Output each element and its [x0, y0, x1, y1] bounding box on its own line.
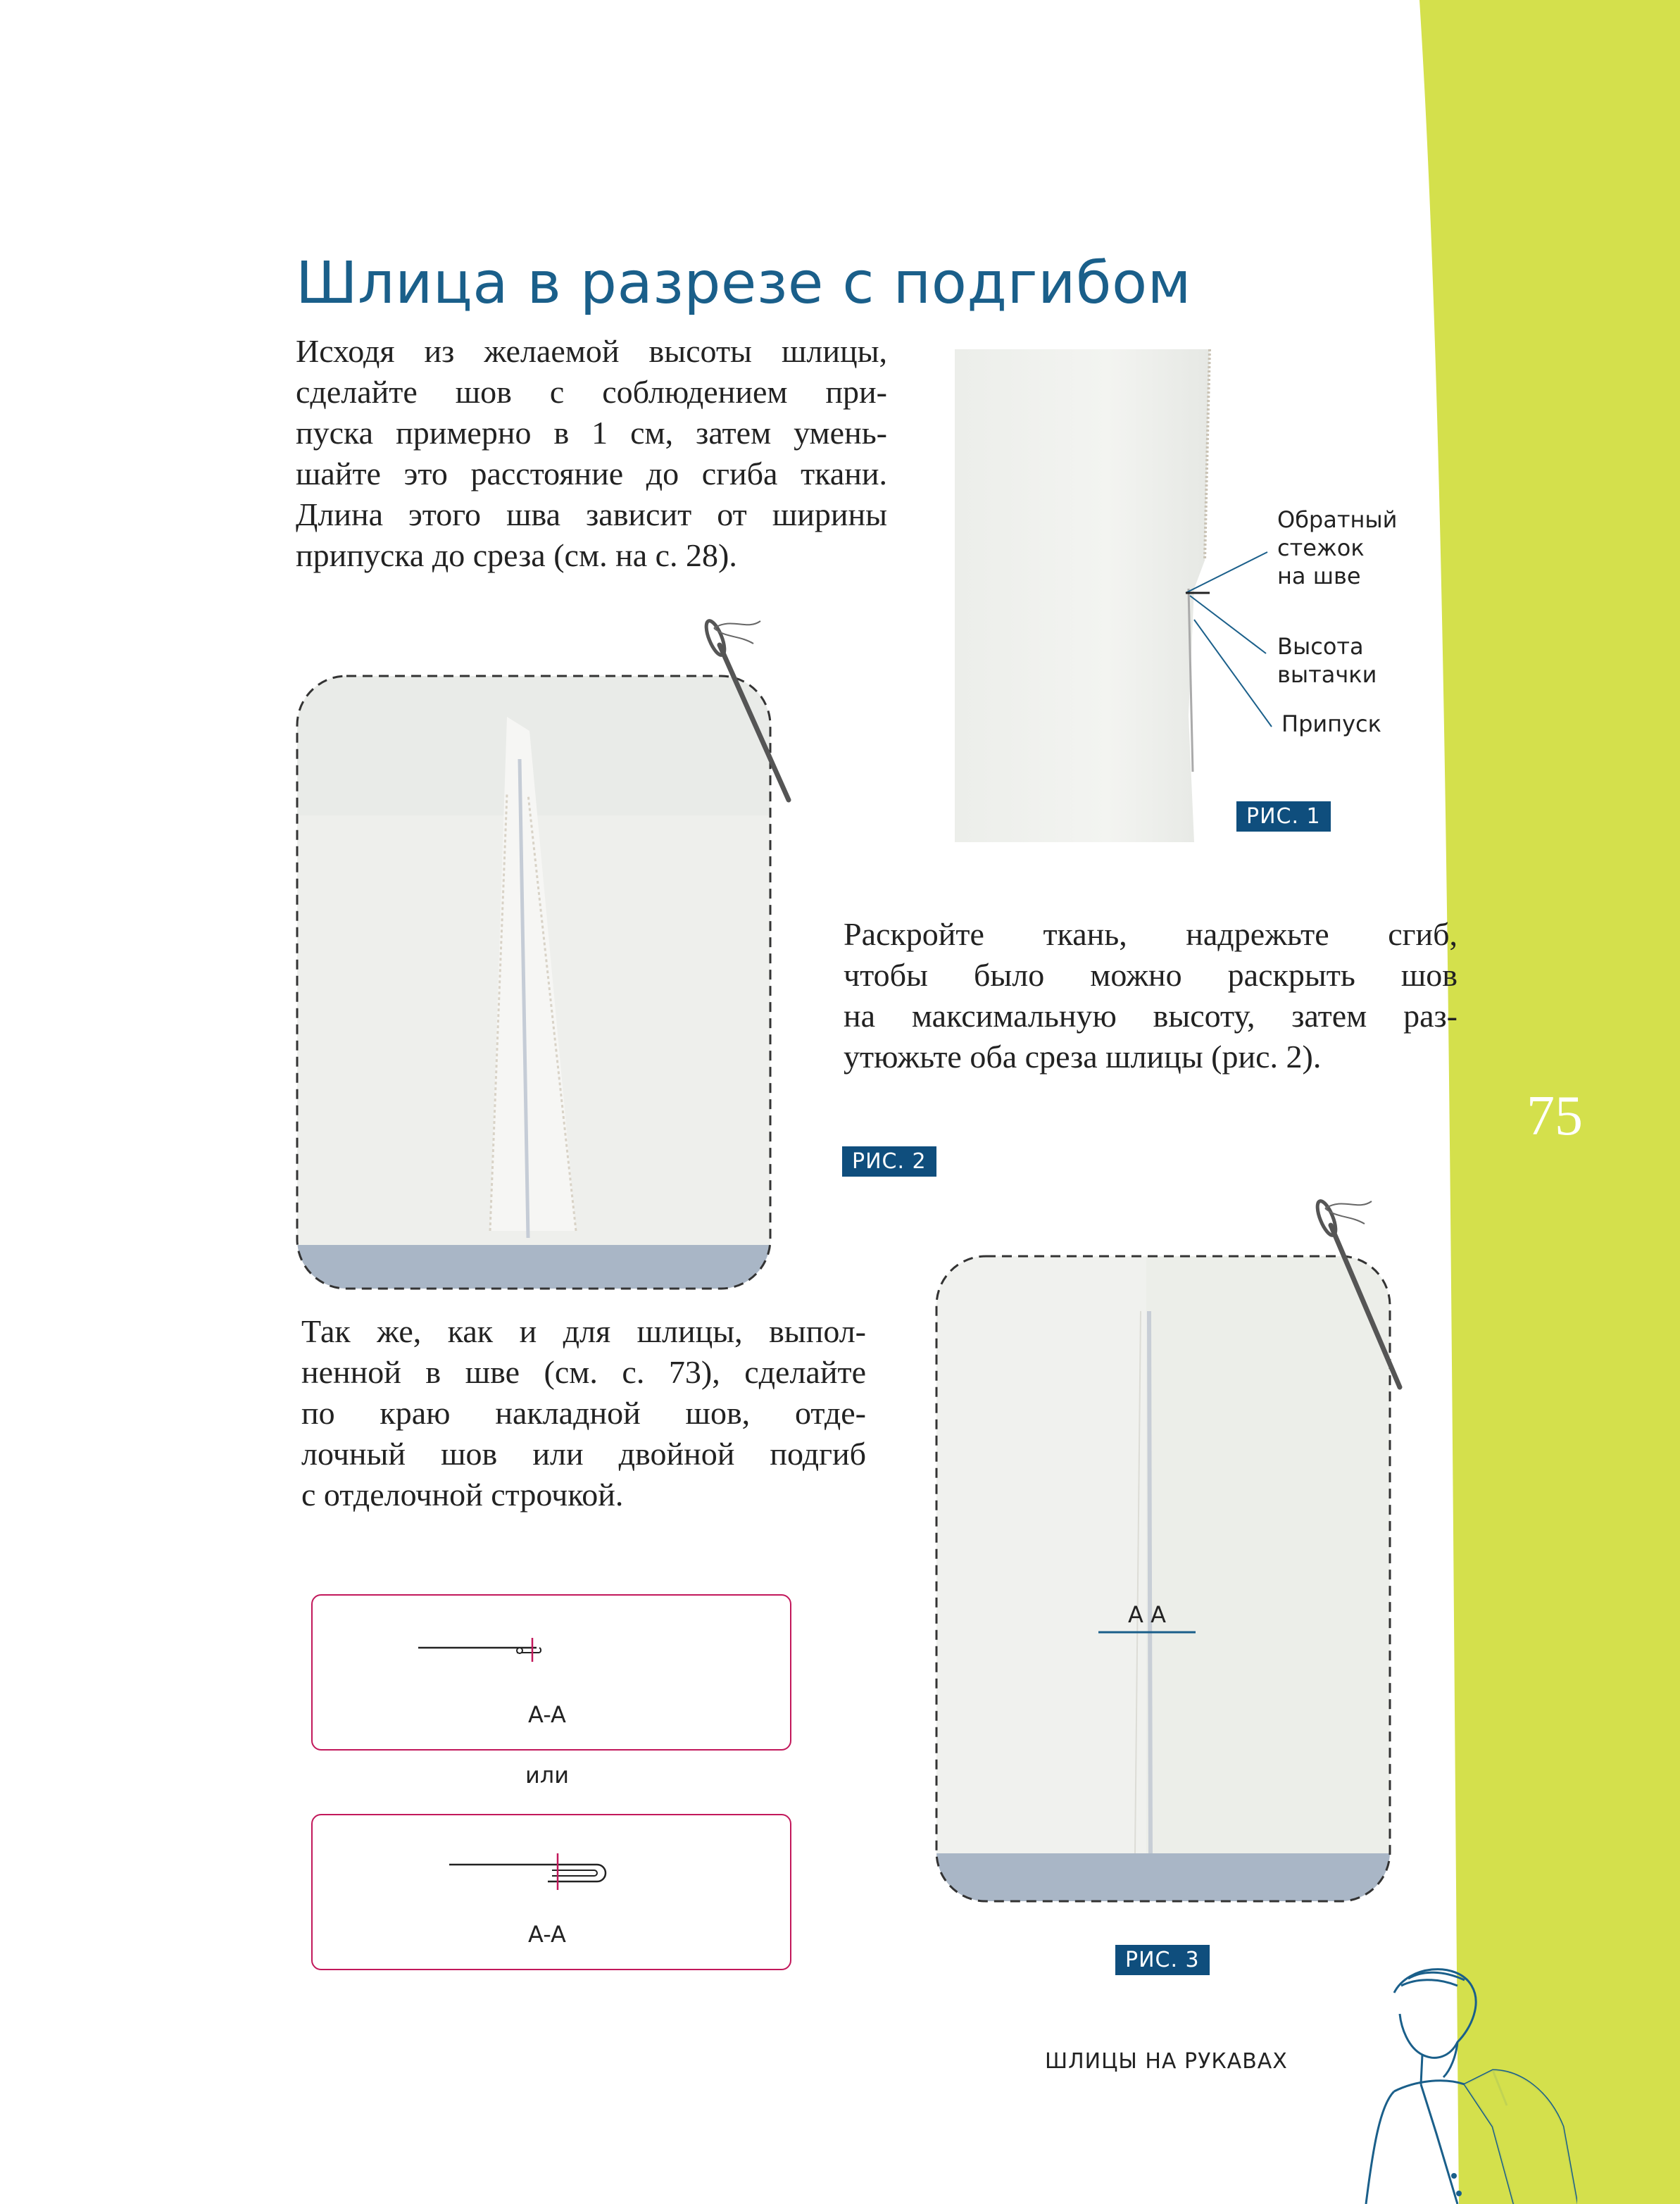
- or-separator: или: [525, 1762, 570, 1789]
- figure2-label: РИС. 2: [842, 1146, 936, 1177]
- callout-allowance: Припуск: [1281, 710, 1381, 737]
- needle-icon: [683, 617, 796, 807]
- paragraph-finish: Так же, как и для шлицы, выпол- ненной в шве (см. с. 73), сделайте по краю накладной шов, отде- лочный шов или двойной подгиб с отделочной строчкой.: [301, 1313, 866, 1513]
- page-footer: ШЛИЦЫ НА РУКАВАХ: [1045, 2049, 1288, 2074]
- seam-section-straight: [418, 1631, 559, 1666]
- seam-section-folded: [449, 1851, 618, 1893]
- fashion-sketch-illustration: [1352, 1965, 1577, 2204]
- figure3-label: РИС. 3: [1115, 1945, 1210, 1975]
- figure3-section-mark: A A: [1128, 1601, 1166, 1628]
- figure1-callout-lines: [1183, 535, 1274, 753]
- figure1-photo: [955, 349, 1214, 842]
- section-diagram-2: [311, 1814, 791, 1970]
- page-number: 75: [1527, 1085, 1583, 1147]
- paragraph-intro: Исходя из желаемой высоты шлицы, сделайте шов с соблюдением при- пуска примерно в 1 см, затем умень- шайте это расстояние до сгиба ткани. Длина этого шва зависит от ширины припуска до среза (см. на с. 28).: [296, 333, 887, 573]
- section-diagram-1: [311, 1594, 791, 1751]
- needle-icon: [1294, 1197, 1407, 1394]
- figure1-label: РИС. 1: [1236, 801, 1331, 832]
- section-label: A-A: [528, 1701, 566, 1728]
- page-title: Шлица в разрезе с подгибом: [296, 250, 1192, 317]
- section-label: A-A: [528, 1921, 566, 1948]
- callout-dart-height: Высота вытачки: [1277, 633, 1377, 688]
- callout-backstitch: Обратный стежок на шве: [1277, 506, 1398, 589]
- paragraph-open-seam: Раскройте ткань, надрежьте сгиб, чтобы было можно раскрыть шов на максимальную высоту, затем раз- утюжьте оба среза шлицы (рис. 2).: [844, 916, 1458, 1075]
